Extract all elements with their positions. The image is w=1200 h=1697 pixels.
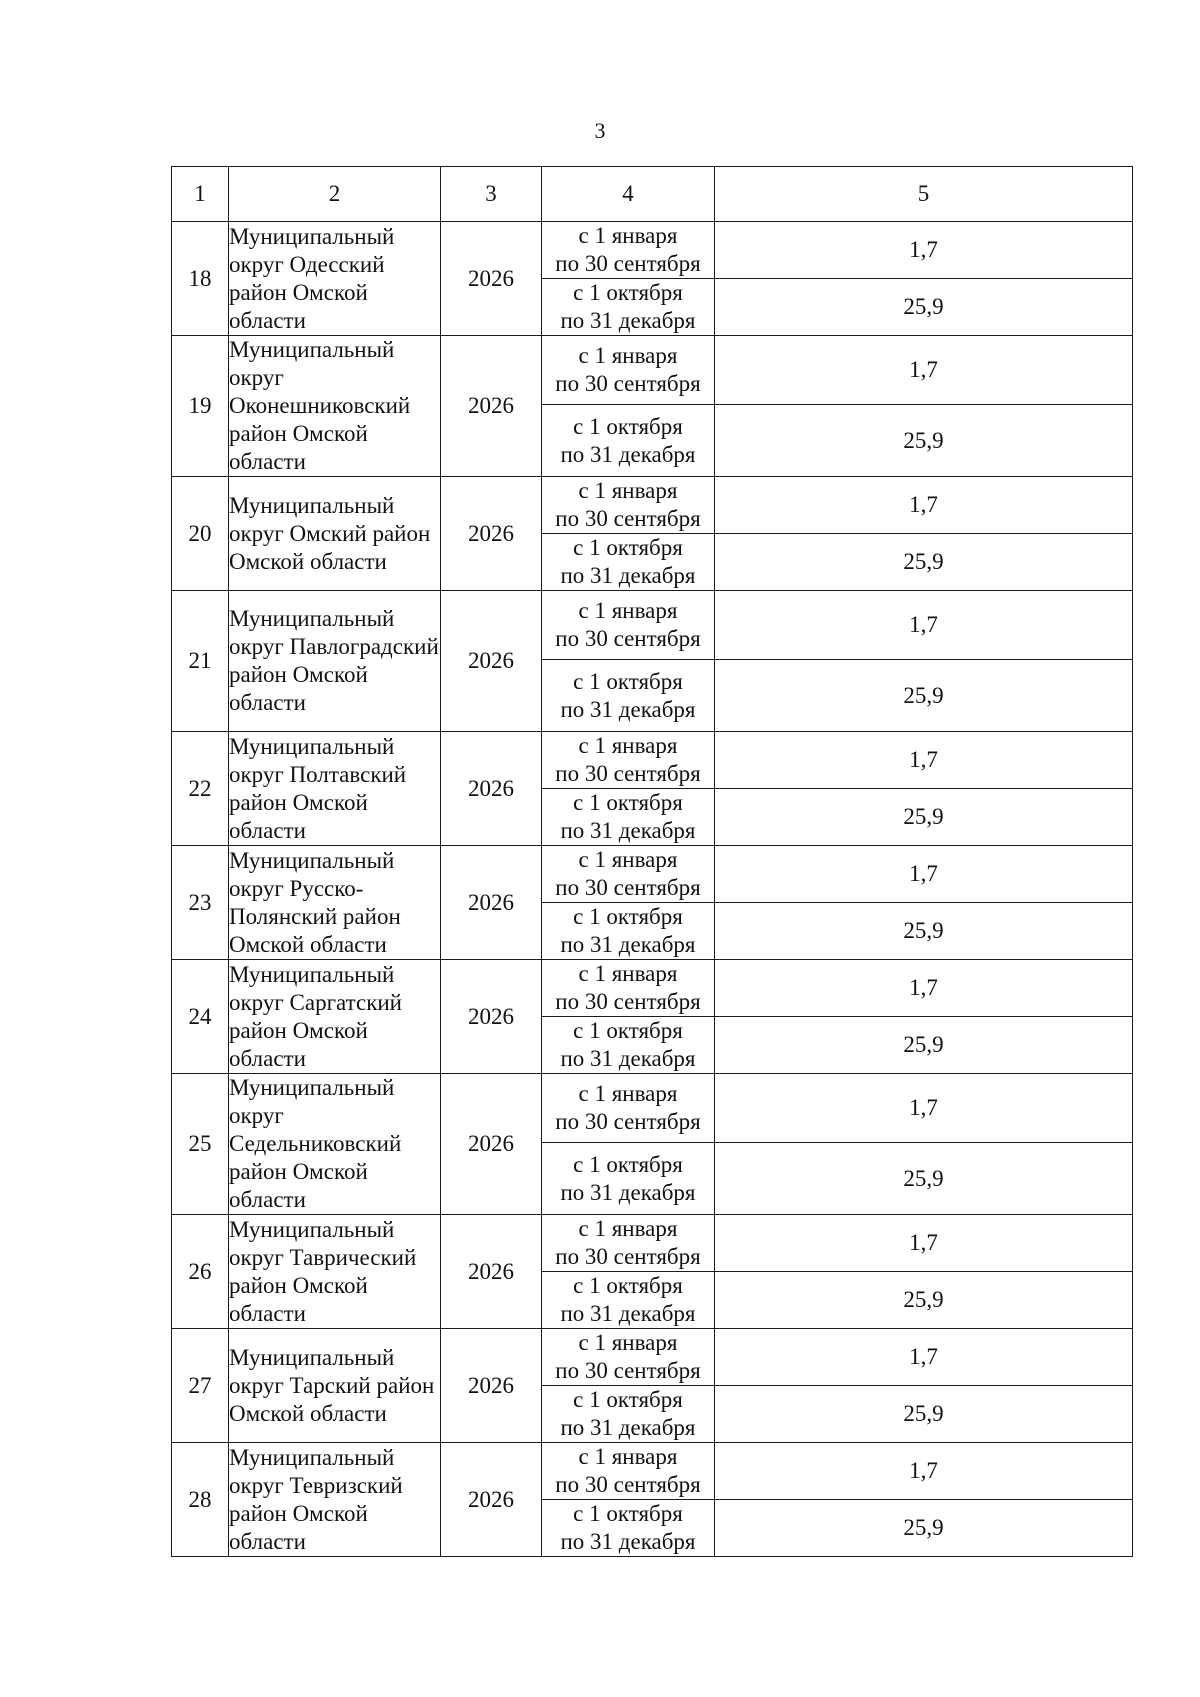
period-cell [542,534,715,591]
value-cell: 25,9 [715,1017,1133,1074]
column-header-1: 1 [172,167,229,222]
value-cell: 1,7 [715,1329,1133,1386]
period-cell [542,1443,715,1500]
period-cell [542,405,715,477]
value-cell: 1,7 [715,732,1133,789]
period-to: по 31 декабря [560,1179,696,1205]
period-from: с 1 января [578,598,678,623]
period-to: по 30 сентября [555,1244,701,1269]
period-cell [542,222,715,279]
period-from: с 1 октября [573,1151,683,1177]
year-cell: 2026 [441,222,542,336]
table-row [172,222,1133,279]
table-row [172,1215,1133,1272]
row-number: 18 [172,222,229,336]
period-cell [542,1143,715,1215]
value-cell: 1,7 [715,222,1133,279]
period-from: с 1 октября [573,1387,683,1412]
period-cell [542,789,715,846]
tariff-table [171,166,1133,1557]
value-cell: 25,9 [715,1386,1133,1443]
year-cell: 2026 [441,591,542,732]
period-to: по 30 сентября [555,506,701,531]
value-cell: 1,7 [715,477,1133,534]
period-cell [542,732,715,789]
period-cell [542,591,715,660]
value-cell: 25,9 [715,279,1133,336]
period-cell [542,1215,715,1272]
row-number: 21 [172,591,229,732]
period-to: по 31 декабря [560,696,696,722]
municipality-name: Муниципальный округ Полтавский район Омской области [229,732,441,846]
period-from: с 1 января [578,733,678,758]
year-cell: 2026 [441,1329,542,1443]
period-to: по 31 декабря [560,818,696,843]
period-cell [542,660,715,732]
period-from: с 1 октября [573,1501,683,1526]
period-from: с 1 октября [573,904,683,929]
table-row [172,477,1133,534]
period-from: с 1 января [578,1081,678,1106]
municipality-name: Муниципальный округ Оконешниковский район Омской области [229,336,441,477]
row-number: 23 [172,846,229,960]
year-cell: 2026 [441,336,542,477]
period-to: по 30 сентября [555,875,701,900]
value-cell: 1,7 [715,846,1133,903]
value-cell: 25,9 [715,1272,1133,1329]
period-to: по 30 сентября [555,371,701,396]
period-from: с 1 января [578,478,678,503]
page-number: 3 [594,118,606,143]
period-to: по 30 сентября [555,989,701,1014]
period-from: с 1 января [578,847,678,872]
table-row [172,591,1133,660]
table-row [172,1443,1133,1500]
row-number: 25 [172,1074,229,1215]
row-number: 20 [172,477,229,591]
period-cell [542,1329,715,1386]
table-row [172,1329,1133,1386]
value-cell: 1,7 [715,1074,1133,1143]
period-to: по 30 сентября [555,761,701,786]
period-to: по 30 сентября [555,1472,701,1497]
period-to: по 30 сентября [555,251,701,276]
table-body [172,167,1133,1557]
municipality-name: Муниципальный округ Павлоградский район Омской области [229,591,441,732]
value-cell: 25,9 [715,1143,1133,1215]
column-header-4: 4 [542,167,715,222]
row-number: 22 [172,732,229,846]
row-number: 19 [172,336,229,477]
period-cell [542,1017,715,1074]
period-from: с 1 октября [573,790,683,815]
value-cell: 25,9 [715,1500,1133,1557]
period-to: по 31 декабря [560,563,696,588]
period-cell [542,903,715,960]
period-to: по 31 декабря [560,441,696,467]
column-header-2: 2 [229,167,441,222]
period-from: с 1 октября [573,413,683,439]
municipality-name: Муниципальный округ Тарский район Омской области [229,1329,441,1443]
header-row [172,167,1133,222]
period-to: по 30 сентября [555,1109,701,1134]
column-header-3: 3 [441,167,542,222]
municipality-name: Муниципальный округ Саргатский район Омской области [229,960,441,1074]
period-to: по 31 декабря [560,1415,696,1440]
column-header-5: 5 [715,167,1133,222]
period-to: по 31 декабря [560,308,696,333]
municipality-name: Муниципальный округ Одесский район Омской области [229,222,441,336]
table-row [172,846,1133,903]
period-cell [542,1386,715,1443]
period-from: с 1 октября [573,1273,683,1298]
year-cell: 2026 [441,846,542,960]
value-cell: 25,9 [715,534,1133,591]
row-number: 24 [172,960,229,1074]
period-cell [542,279,715,336]
period-from: с 1 октября [573,668,683,694]
period-from: с 1 октября [573,1018,683,1043]
period-cell [542,477,715,534]
municipality-name: Муниципальный округ Русско-Полянский район Омской области [229,846,441,960]
municipality-name: Муниципальный округ Тевризский район Омской области [229,1443,441,1557]
value-cell: 25,9 [715,660,1133,732]
table-row [172,336,1133,405]
table-row [172,732,1133,789]
municipality-name: Муниципальный округ Таврический район Омской области [229,1215,441,1329]
period-to: по 31 декабря [560,1046,696,1071]
period-from: с 1 октября [573,280,683,305]
value-cell: 25,9 [715,789,1133,846]
value-cell: 1,7 [715,591,1133,660]
period-cell [542,1500,715,1557]
period-cell [542,960,715,1017]
value-cell: 1,7 [715,1443,1133,1500]
year-cell: 2026 [441,732,542,846]
table-row [172,1074,1133,1143]
value-cell: 25,9 [715,903,1133,960]
row-number: 27 [172,1329,229,1443]
period-from: с 1 января [578,1444,678,1469]
period-from: с 1 октября [573,535,683,560]
period-to: по 31 декабря [560,1529,696,1554]
period-cell [542,846,715,903]
year-cell: 2026 [441,477,542,591]
period-to: по 31 декабря [560,1301,696,1326]
period-from: с 1 января [578,223,678,248]
period-cell [542,336,715,405]
municipality-name: Муниципальный округ Седельниковский район Омской области [229,1074,441,1215]
period-to: по 30 сентября [555,1358,701,1383]
period-cell [542,1074,715,1143]
period-from: с 1 января [578,961,678,986]
value-cell: 1,7 [715,960,1133,1017]
row-number: 26 [172,1215,229,1329]
period-to: по 31 декабря [560,932,696,957]
year-cell: 2026 [441,960,542,1074]
period-from: с 1 января [578,1216,678,1241]
value-cell: 25,9 [715,405,1133,477]
year-cell: 2026 [441,1074,542,1215]
year-cell: 2026 [441,1443,542,1557]
period-cell [542,1272,715,1329]
municipality-name: Муниципальный округ Омский район Омской области [229,477,441,591]
period-from: с 1 января [578,1330,678,1355]
period-to: по 30 сентября [555,626,701,651]
value-cell: 1,7 [715,336,1133,405]
row-number: 28 [172,1443,229,1557]
table-row [172,960,1133,1017]
value-cell: 1,7 [715,1215,1133,1272]
period-from: с 1 января [578,343,678,368]
year-cell: 2026 [441,1215,542,1329]
